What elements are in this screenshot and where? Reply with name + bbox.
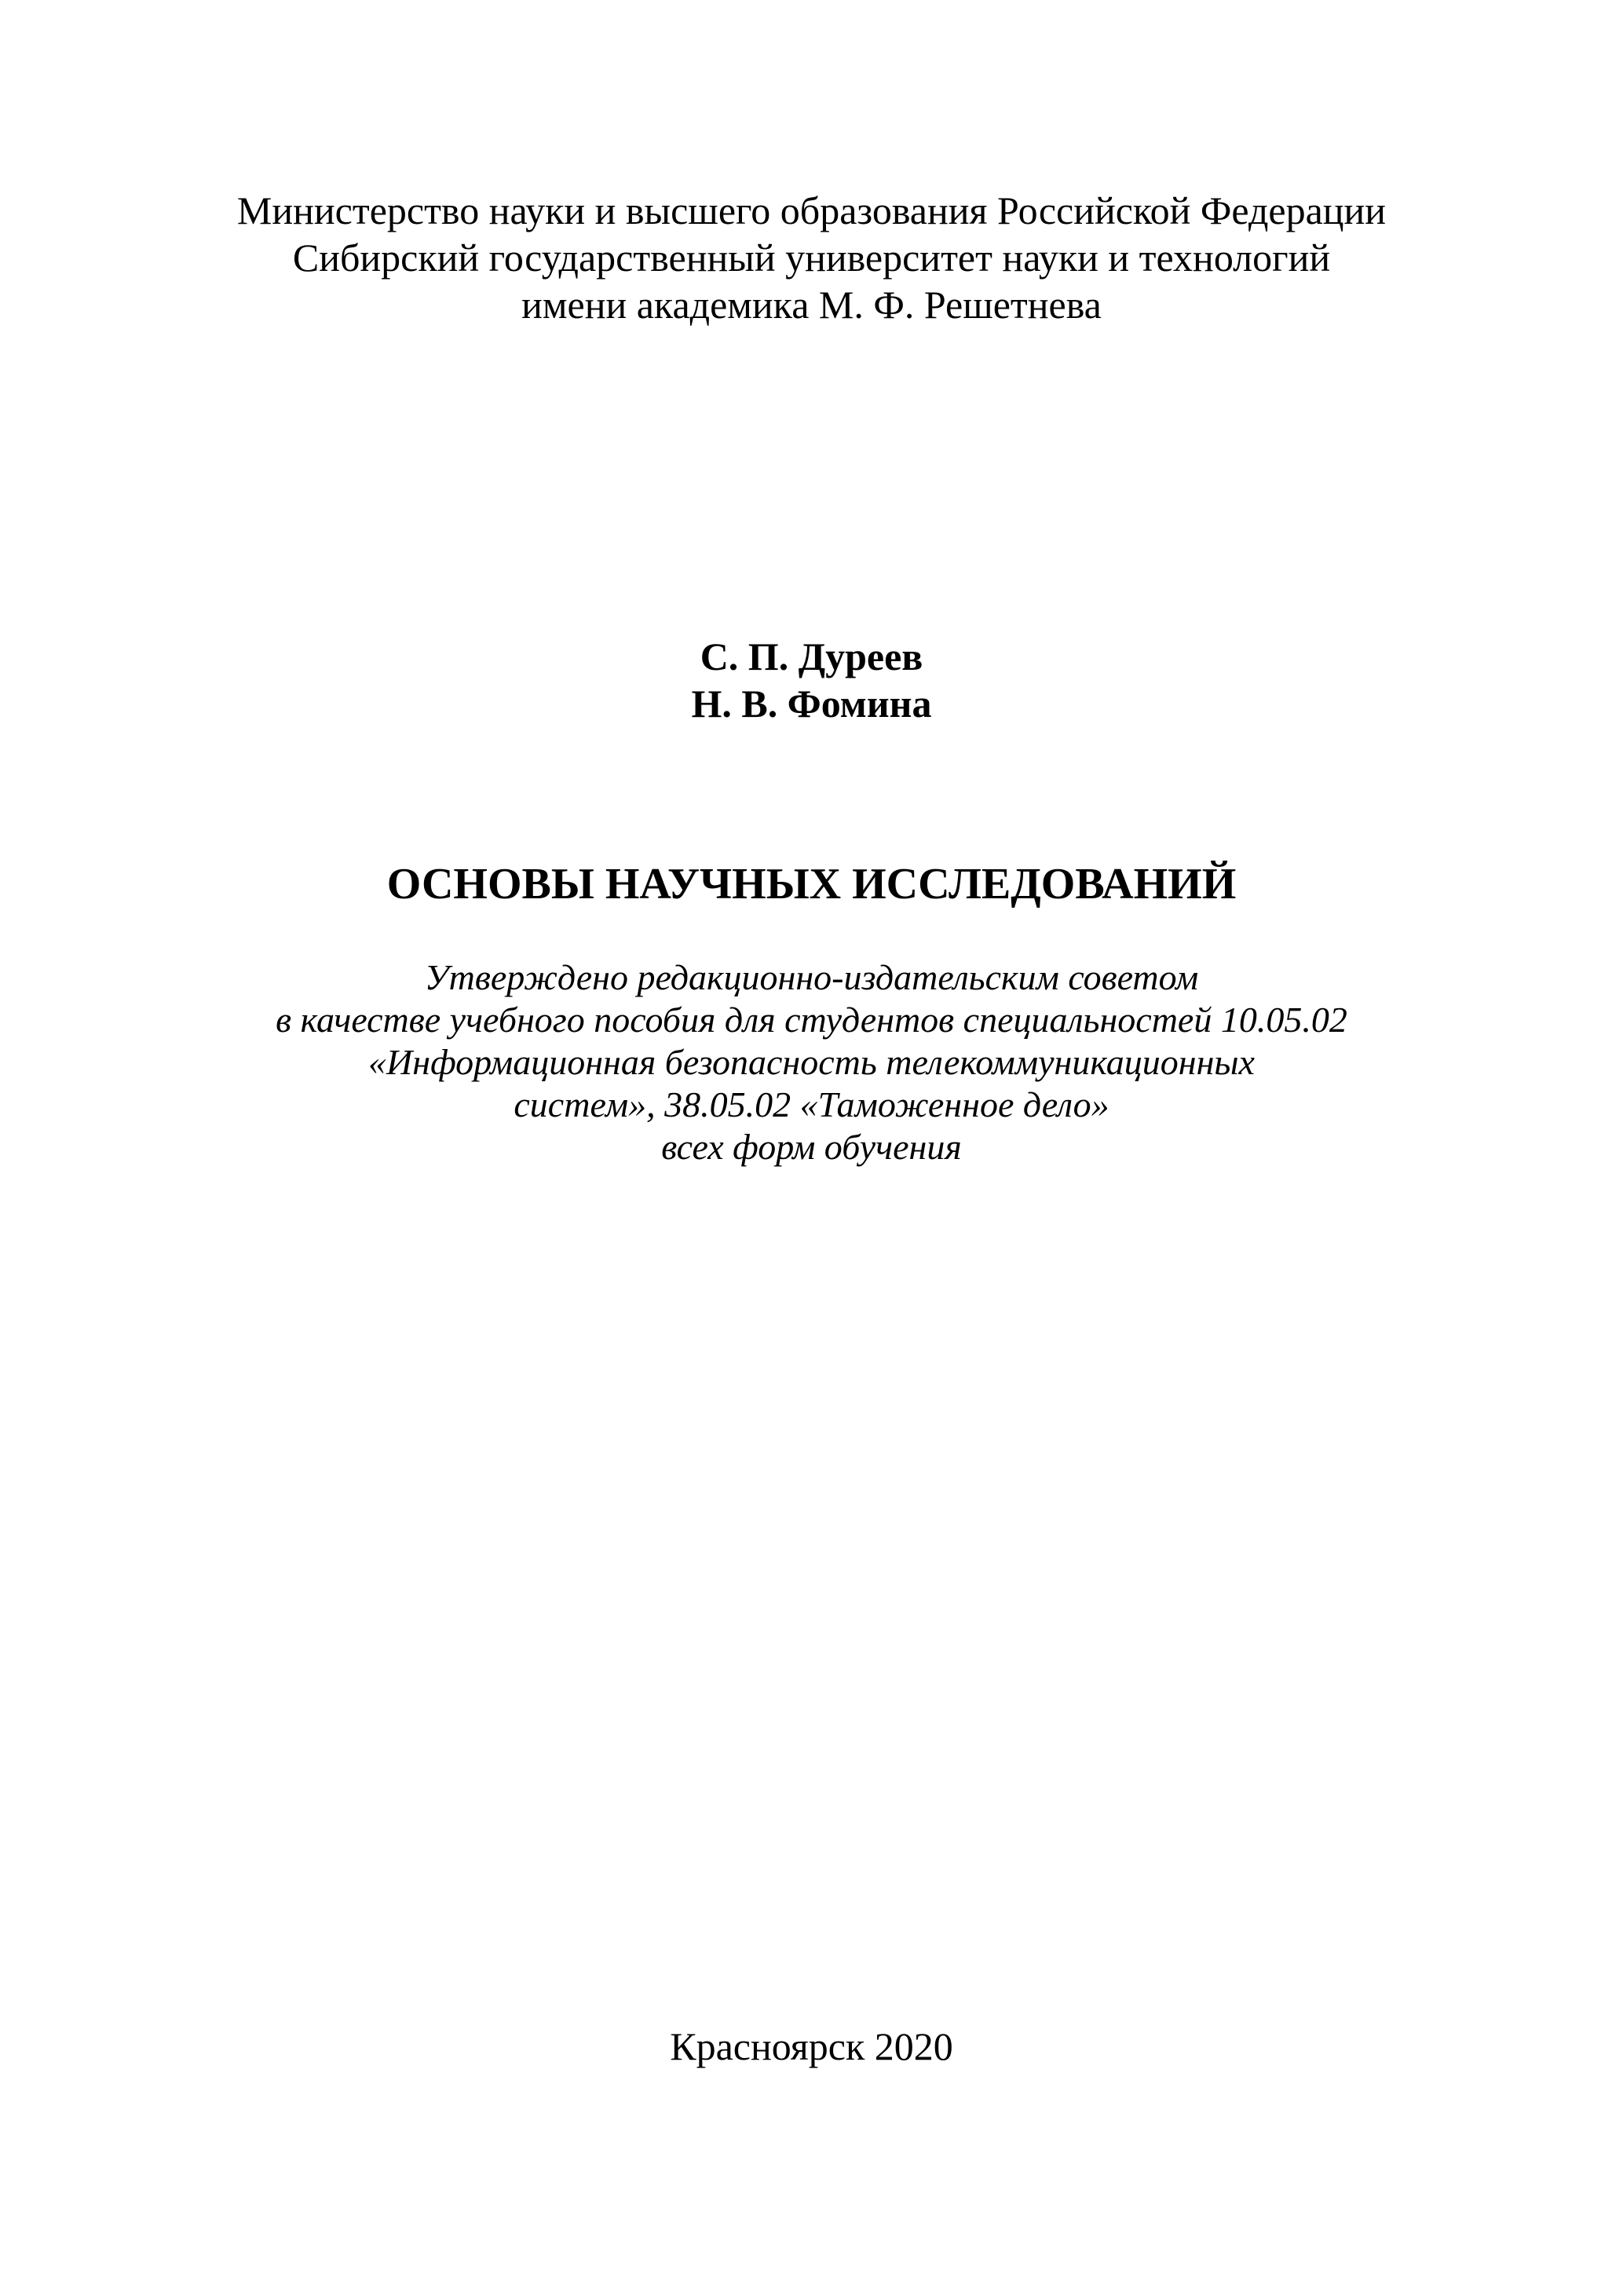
city-year: Красноярск 2020 [670,2024,953,2068]
author-name: Н. В. Фомина [691,682,932,726]
imprint-footer [0,2023,1623,2070]
university-line: Сибирский государственный университет науки и технологий [292,236,1331,280]
approval-line: систем», 38.05.02 «Таможенное дело» [514,1084,1109,1124]
university-namesake-line: имени академика М. Ф. Решетнева [521,283,1102,327]
approval-line: «Информационная безопасность телекоммуникационных [368,1042,1255,1082]
approval-line: в качестве учебного пособия для студентов специальностей 10.05.02 [276,1000,1347,1040]
authors-block [0,633,1623,727]
institution-header [0,187,1623,328]
approval-line: Утверждено редакционно-издательским советом [424,957,1199,997]
approval-line: всех форм обучения [661,1127,962,1167]
book-title [0,858,1623,910]
book-title-text: ОСНОВЫ НАУЧНЫХ ИССЛЕДОВАНИЙ [386,860,1237,909]
author-name: С. П. Дуреев [700,634,923,678]
ministry-line: Министерство науки и высшего образования Российской Федерации [236,188,1387,232]
approval-statement [0,956,1623,1168]
